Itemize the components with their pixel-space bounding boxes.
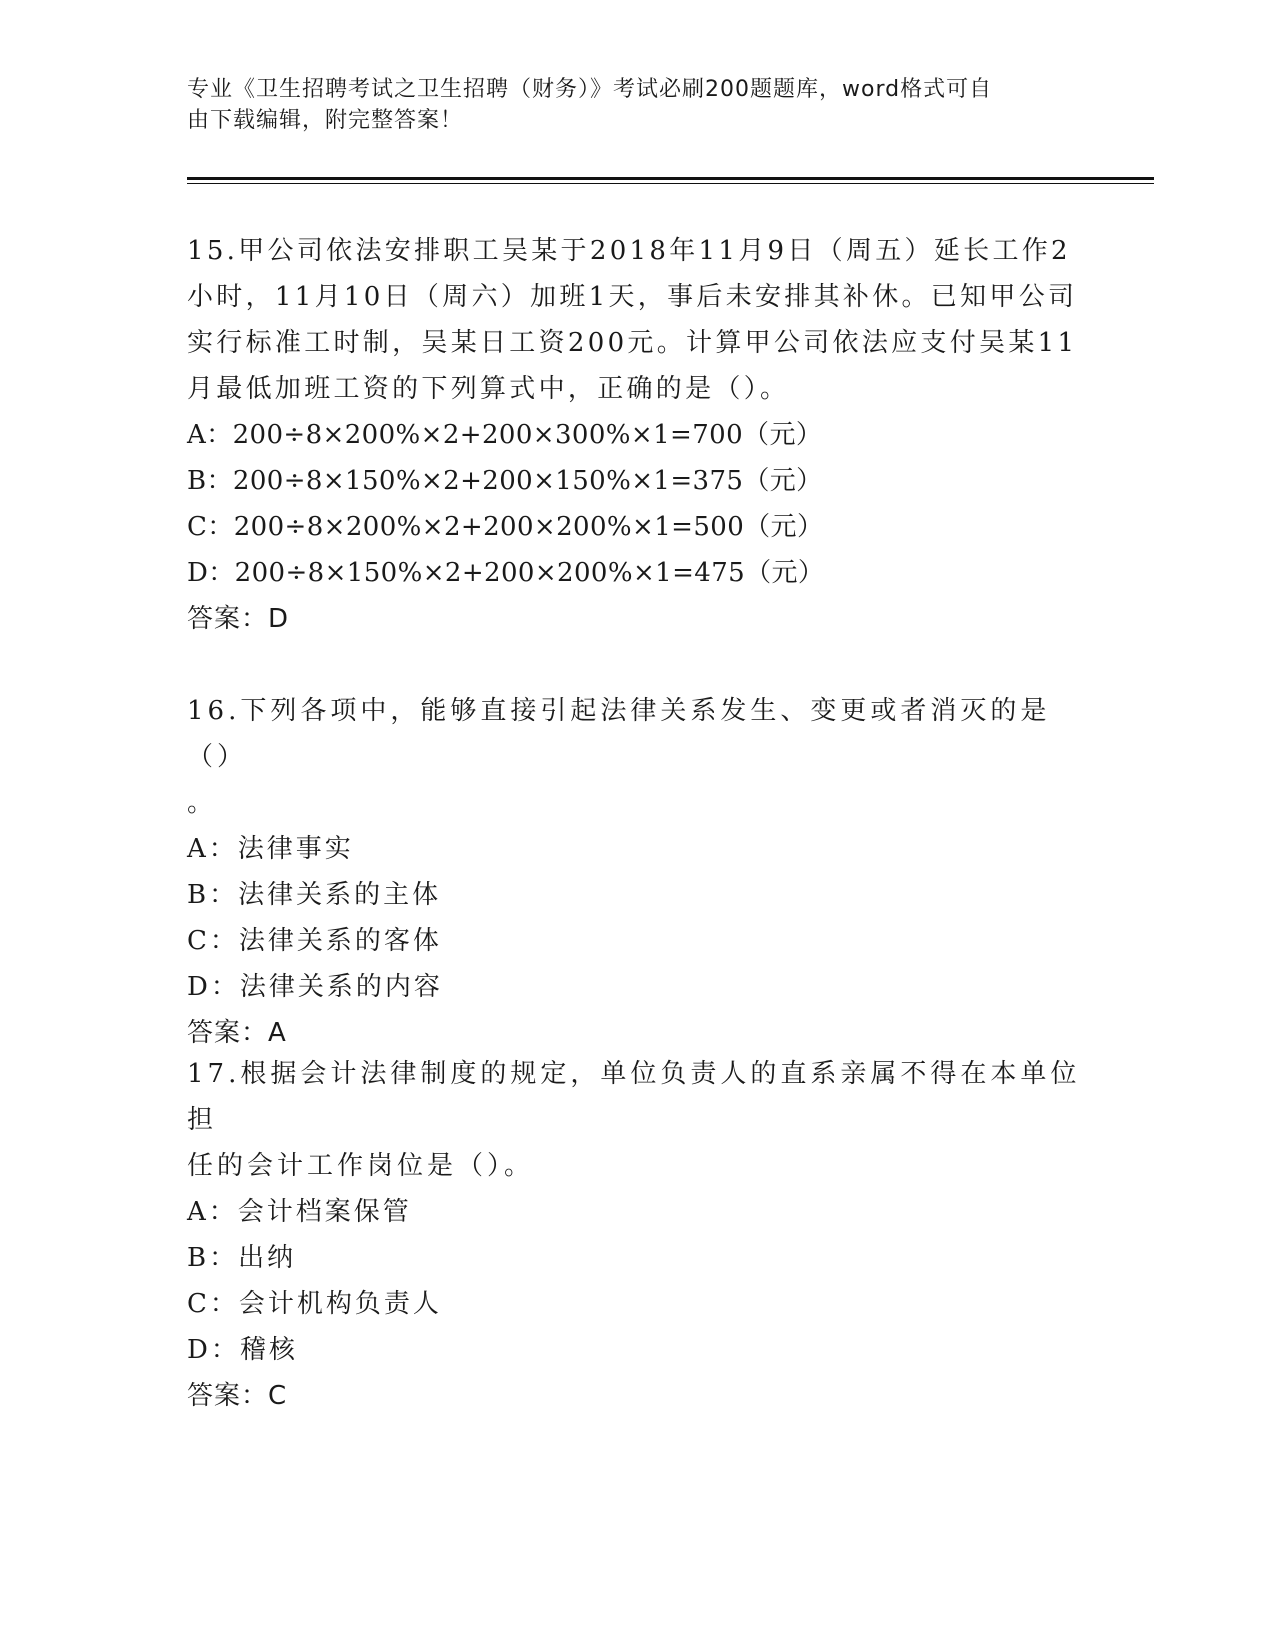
question-stem-line: 17.根据会计法律制度的规定，单位负责人的直系亲属不得在本单位担 (187, 1059, 1081, 1135)
option-a: A：200÷8×200%×2+200×300%×1=700（元） (187, 420, 823, 450)
question-stem-line: 任的会计工作岗位是（）。 (187, 1151, 535, 1181)
option-d: D：200÷8×150%×2+200×200%×1=475（元） (187, 558, 825, 588)
header-divider-thin (187, 183, 1154, 184)
option-b: B：法律关系的主体 (187, 880, 442, 910)
question-stem-line: 。 (187, 788, 218, 818)
question-stem-line: 月最低加班工资的下列算式中，正确的是（）。 (187, 374, 790, 404)
answer-label: 答案：C (187, 1381, 288, 1411)
option-a: A：法律事实 (187, 834, 354, 864)
header-line-2: 由下载编辑，附完整答案！ (187, 108, 464, 133)
question-stem-line: 16.下列各项中，能够直接引起法律关系发生、变更或者消灭的是（） (187, 696, 1051, 772)
question-stem-line: 15.甲公司依法安排职工吴某于2018年11月9日（周五）延长工作2 (187, 236, 1071, 266)
option-b: B：出纳 (187, 1243, 297, 1273)
header-line-1: 专业《卫生招聘考试之卫生招聘（财务）》考试必刷200题题库，word格式可自 (187, 77, 993, 102)
document-header (187, 74, 1067, 136)
question-17 (187, 1051, 1087, 1419)
option-c: C：会计机构负责人 (187, 1289, 442, 1319)
answer-label: 答案：D (187, 604, 290, 634)
answer-label: 答案：A (187, 1018, 287, 1048)
question-16 (187, 688, 1087, 1056)
question-stem-line: 小时，11月10日（周六）加班1天，事后未安排其补休。已知甲公司 (187, 282, 1078, 312)
header-divider-thick (187, 177, 1154, 180)
option-d: D：稽核 (187, 1335, 298, 1365)
option-a: A：会计档案保管 (187, 1197, 412, 1227)
option-c: C：200÷8×200%×2+200×200%×1=500（元） (187, 512, 824, 542)
option-c: C：法律关系的客体 (187, 926, 442, 956)
option-d: D：法律关系的内容 (187, 972, 443, 1002)
question-stem-line: 实行标准工时制，吴某日工资200元。计算甲公司依法应支付吴某11 (187, 328, 1078, 358)
option-b: B：200÷8×150%×2+200×150%×1=375（元） (187, 466, 823, 496)
question-15 (187, 228, 1087, 642)
